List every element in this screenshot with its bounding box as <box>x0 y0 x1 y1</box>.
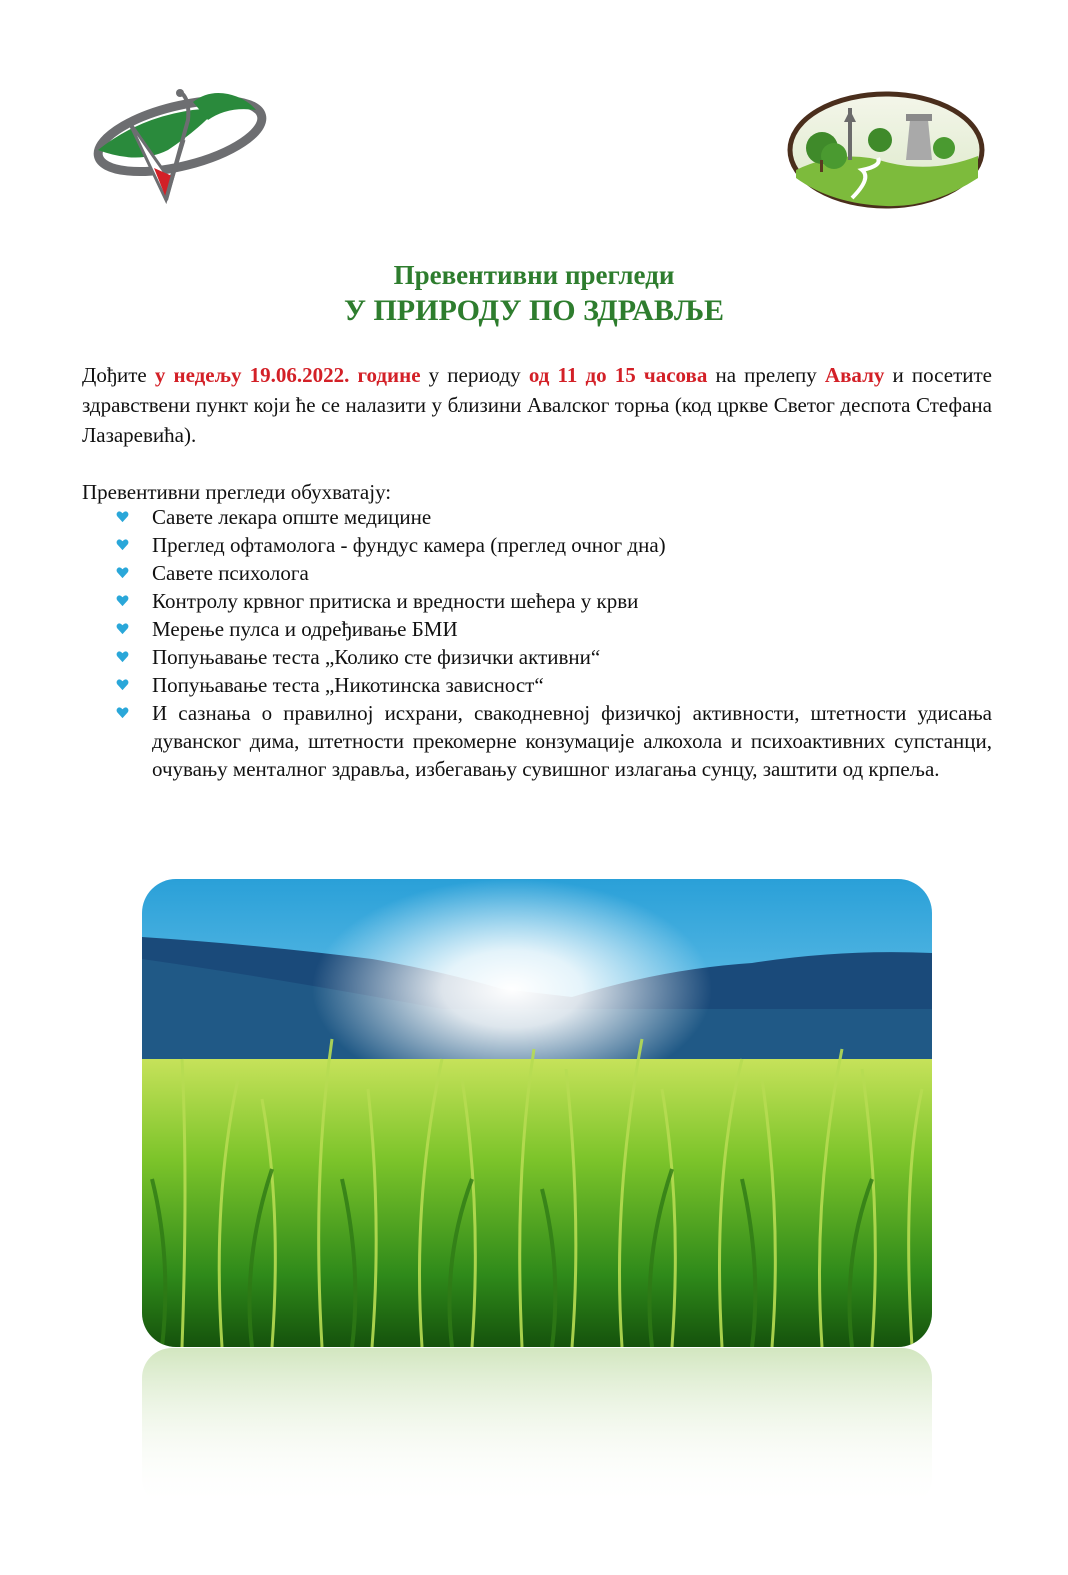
list-item-text: Савете психолога <box>152 561 309 585</box>
avala-logo-icon <box>782 78 992 220</box>
heart-icon <box>116 538 129 551</box>
list-item <box>116 615 992 643</box>
sunlit-grass-meadow-image <box>142 879 932 1347</box>
heart-icon <box>116 566 129 579</box>
list-item <box>116 699 992 783</box>
heart-icon <box>116 594 129 607</box>
page-title <box>0 258 1068 330</box>
list-item <box>116 587 992 615</box>
heart-icon <box>116 510 129 523</box>
list-item-text: Мерење пулса и одређивање БМИ <box>152 617 458 641</box>
institute-logo-icon <box>88 80 268 210</box>
heart-icon <box>116 678 129 691</box>
intro-text-2: у периоду <box>420 363 529 387</box>
list-item <box>116 531 992 559</box>
list-item <box>116 643 992 671</box>
title-line-1: Превентивни прегледи <box>393 260 675 290</box>
list-item-text: Преглед офтамолога - фундус камера (преглед очног дна) <box>152 533 666 557</box>
list-item-text: И сазнања о правилној исхрани, свакодневној физичкој активности, штетности удисања дуванског дима, штетности прекомерне конзумације алкохола и психоактивних супстанци, очувању менталног здравља, избегавању сувишног излагања сунцу, заштити од крпеља. <box>152 701 992 781</box>
list-item-text: Савете лекара опште медицине <box>152 505 432 529</box>
intro-date: у недељу 19.06.2022. године <box>154 363 421 387</box>
list-item <box>116 671 992 699</box>
intro-paragraph <box>82 360 992 450</box>
intro-text-1: Дођите <box>82 363 155 387</box>
title-line-2: У ПРИРОДУ ПО ЗДРАВЉЕ <box>343 294 725 327</box>
list-title: Превентивни прегледи обухватају: <box>82 480 392 504</box>
services-list <box>116 503 992 783</box>
list-item <box>116 559 992 587</box>
list-item-text: Попуњавање теста „Никотинска зависност“ <box>152 673 544 697</box>
list-item-text: Контролу крвног притиска и вредности шећера у крви <box>152 589 639 613</box>
heart-icon <box>116 622 129 635</box>
intro-text-4: и посетите здравствени пункт који ће се налазити у близини Авалског торња (код цркве Светог деспота Стефана Лазаревића). <box>82 363 992 447</box>
list-item <box>116 503 992 531</box>
intro-time: од 11 до 15 часова <box>528 363 708 387</box>
intro-text-3: на прелепу <box>707 363 825 387</box>
intro-place: Авалу <box>824 363 885 387</box>
heart-icon <box>116 706 129 719</box>
list-item-text: Попуњавање теста „Колико сте физички активни“ <box>152 645 601 669</box>
image-reflection <box>142 1348 932 1508</box>
heart-icon <box>116 650 129 663</box>
